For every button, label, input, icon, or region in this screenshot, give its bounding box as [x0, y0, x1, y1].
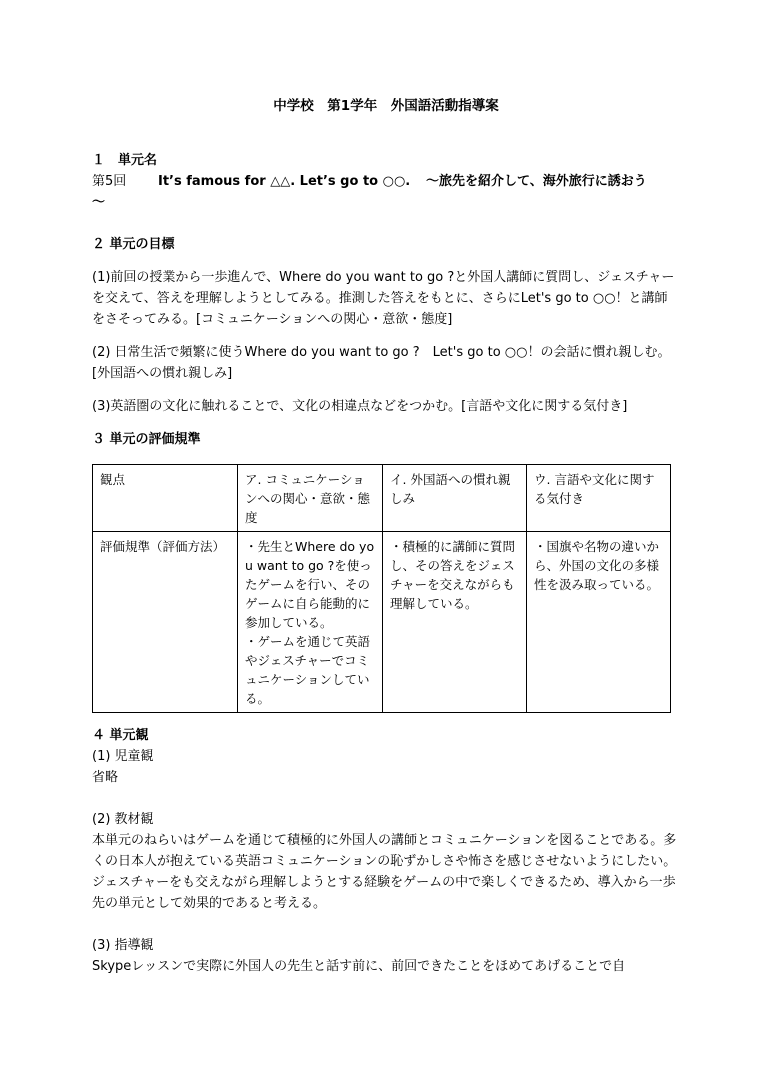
goal-3: (3)英語圏の文化に触れることで、文化の相違点などをつかむ。[言語や文化に関する気付き]	[92, 399, 628, 414]
sub2-heading: (2) 教材観	[92, 812, 154, 827]
cell-a-item-1: ・先生とWhere do you want to go ?を使ったゲームを行い、そのゲームに自ら能動的に参加している。	[245, 539, 375, 630]
unit-title: It’s famous for △△. Let’s go to ○○.	[158, 174, 411, 189]
cell-b: ・積極的に講師に質問し、その答えをジェスチャーを交えながらも理解している。	[383, 532, 527, 713]
lesson-number: 第5回	[92, 174, 127, 189]
document-title: 中学校 第1学年 外国語活動指導案	[273, 98, 499, 114]
section-2-heading: ２ 単元の目標	[92, 237, 175, 252]
header-viewpoint: 観点	[93, 465, 238, 532]
cell-a	[238, 532, 383, 713]
header-a: ア. コミュニケーションへの関心・意欲・態度	[238, 465, 383, 532]
header-c: ウ. 言語や文化に関する気付き	[527, 465, 671, 532]
header-b: イ. 外国語への慣れ親しみ	[383, 465, 527, 532]
section-3-heading: ３ 単元の評価規準	[92, 432, 201, 447]
sub1-text: 省略	[92, 770, 119, 785]
table-header-row	[93, 465, 671, 532]
goal-2: (2) 日常生活で頻繁に使うWhere do you want to go ? Let's go to ○○！の会話に慣れ親しむ。[外国語への慣れ親しみ]	[92, 345, 671, 381]
goal-1: (1)前回の授業から一歩進んで、Where do you want to go ?と外国人講師に質問し、ジェスチャーを交えて、答えを理解しようとしてみる。推測した答えをもとに、さらにLet's go to ○○！と講師をさそってみる。[コミュニケーションへの関心・意欲・態度]	[92, 270, 675, 327]
section-1-heading: １ 単元名	[92, 153, 158, 168]
sub2-text: 本単元のねらいはゲームを通じて積極的に外国人の講師とコミュニケーションを図ることである。多くの日本人が抱えている英語コミュニケーションの恥ずかしさや怖さを感じさせないようにしたい。ジェスチャーをも交えながら理解しようとする経験をゲームの中で楽しくできるため、導入から一歩先の単元として効果的であると考える。	[92, 833, 677, 911]
unit-name-line	[92, 171, 680, 192]
cell-c: ・国旗や名物の違いから、外国の文化の多様性を汲み取っている。	[527, 532, 671, 713]
evaluation-criteria-table	[92, 464, 671, 713]
sub1-heading: (1) 児童観	[92, 749, 154, 764]
section-4-heading: ４ 単元観	[92, 728, 149, 743]
table-row	[93, 532, 671, 713]
unit-subtitle-end: 〜	[92, 195, 106, 210]
unit-subtitle: 〜旅先を紹介して、海外旅行に誘おう	[426, 174, 647, 189]
sub3-heading: (3) 指導観	[92, 938, 154, 953]
row-label: 評価規準（評価方法）	[93, 532, 238, 713]
sub3-text: Skypeレッスンで実際に外国人の先生と話す前に、前回できたことをほめてあげることで自	[92, 959, 626, 974]
cell-a-item-2: ・ゲームを通じて英語やジェスチャーでコミュニケーションしている。	[245, 634, 371, 706]
